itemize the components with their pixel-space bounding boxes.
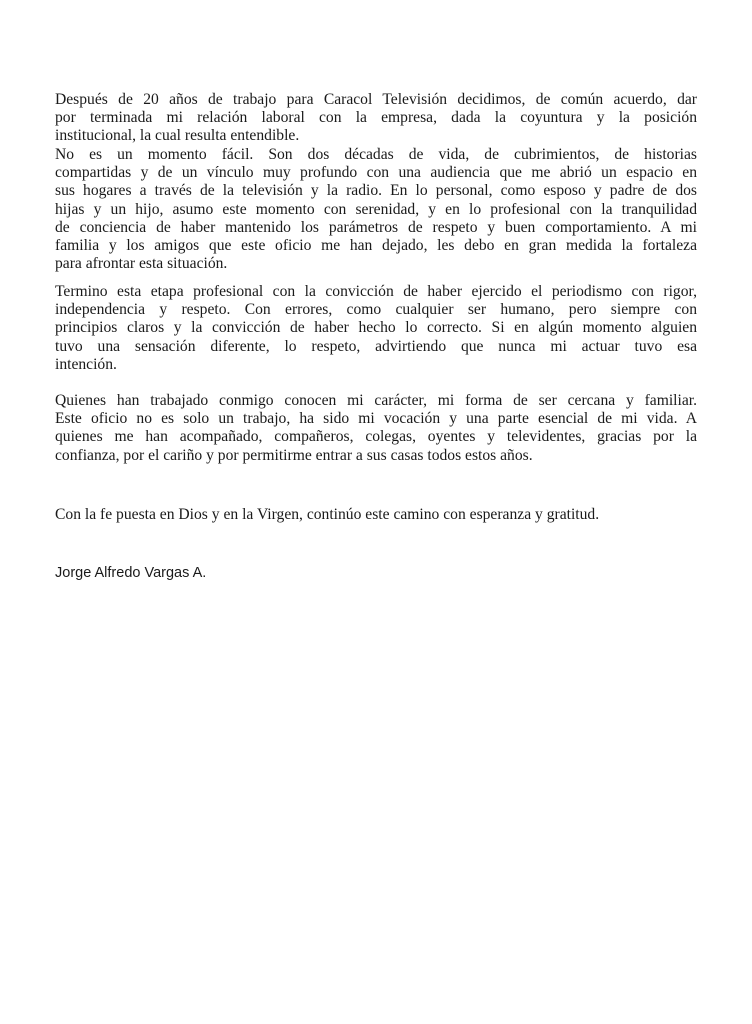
text-line: Con la fe puesta en Dios y en la Virgen, continúo este camino con esperanza y gratitud. bbox=[55, 506, 600, 523]
paragraph-4 bbox=[55, 392, 697, 465]
text-line: Este oficio no es solo un trabajo, ha sido mi vocación y una parte esencial de mi vida. A bbox=[55, 410, 697, 428]
text-line: intención. bbox=[55, 355, 117, 373]
text-line: sus hogares a través de la televisión y la radio. En lo personal, como esposo y padre de dos bbox=[55, 182, 697, 200]
text-line: institucional, la cual resulta entendible. bbox=[55, 127, 300, 145]
text-line: hijas y un hijo, asumo este momento con serenidad, y en lo profesional con la tranquilidad bbox=[55, 200, 697, 218]
text-line: independencia y respeto. Con errores, como cualquier ser humano, pero siempre con bbox=[55, 301, 697, 319]
text-line: confianza, por el cariño y por permitirme entrar a sus casas todos estos años. bbox=[55, 446, 533, 464]
signature: Jorge Alfredo Vargas A. bbox=[55, 565, 207, 581]
text-line: quienes me han acompañado, compañeros, colegas, oyentes y televidentes, gracias por la bbox=[55, 428, 697, 446]
text-line: familia y los amigos que este oficio me han dejado, les debo en gran medida la fortaleza bbox=[55, 236, 697, 254]
paragraph-2 bbox=[55, 146, 697, 273]
text-line: compartidas y de un vínculo muy profundo con una audiencia que me abrió un espacio en bbox=[55, 164, 697, 182]
closing-paragraph bbox=[55, 506, 697, 524]
text-line: No es un momento fácil. Son dos décadas de vida, de cubrimientos, de historias bbox=[55, 146, 697, 163]
text-line: Termino esta etapa profesional con la convicción de haber ejercido el periodismo con rigor, bbox=[55, 283, 697, 300]
text-line: para afrontar esta situación. bbox=[55, 255, 228, 273]
paragraph-3 bbox=[55, 283, 697, 374]
paragraph-1 bbox=[55, 91, 697, 146]
text-line: principios claros y la convicción de haber hecho lo correcto. Si en algún momento alguien bbox=[55, 319, 697, 337]
text-line: por terminada mi relación laboral con la empresa, dada la coyuntura y la posición bbox=[55, 109, 697, 127]
text-line: de conciencia de haber mantenido los parámetros de respeto y buen comportamiento. A mi bbox=[55, 218, 697, 236]
text-line: tuvo una sensación diferente, lo respeto, advirtiendo que nunca mi actuar tuvo esa bbox=[55, 337, 697, 355]
text-line: Quienes han trabajado conmigo conocen mi carácter, mi forma de ser cercana y familiar. bbox=[55, 392, 697, 409]
text-line: Después de 20 años de trabajo para Caracol Televisión decidimos, de común acuerdo, dar bbox=[55, 91, 697, 108]
